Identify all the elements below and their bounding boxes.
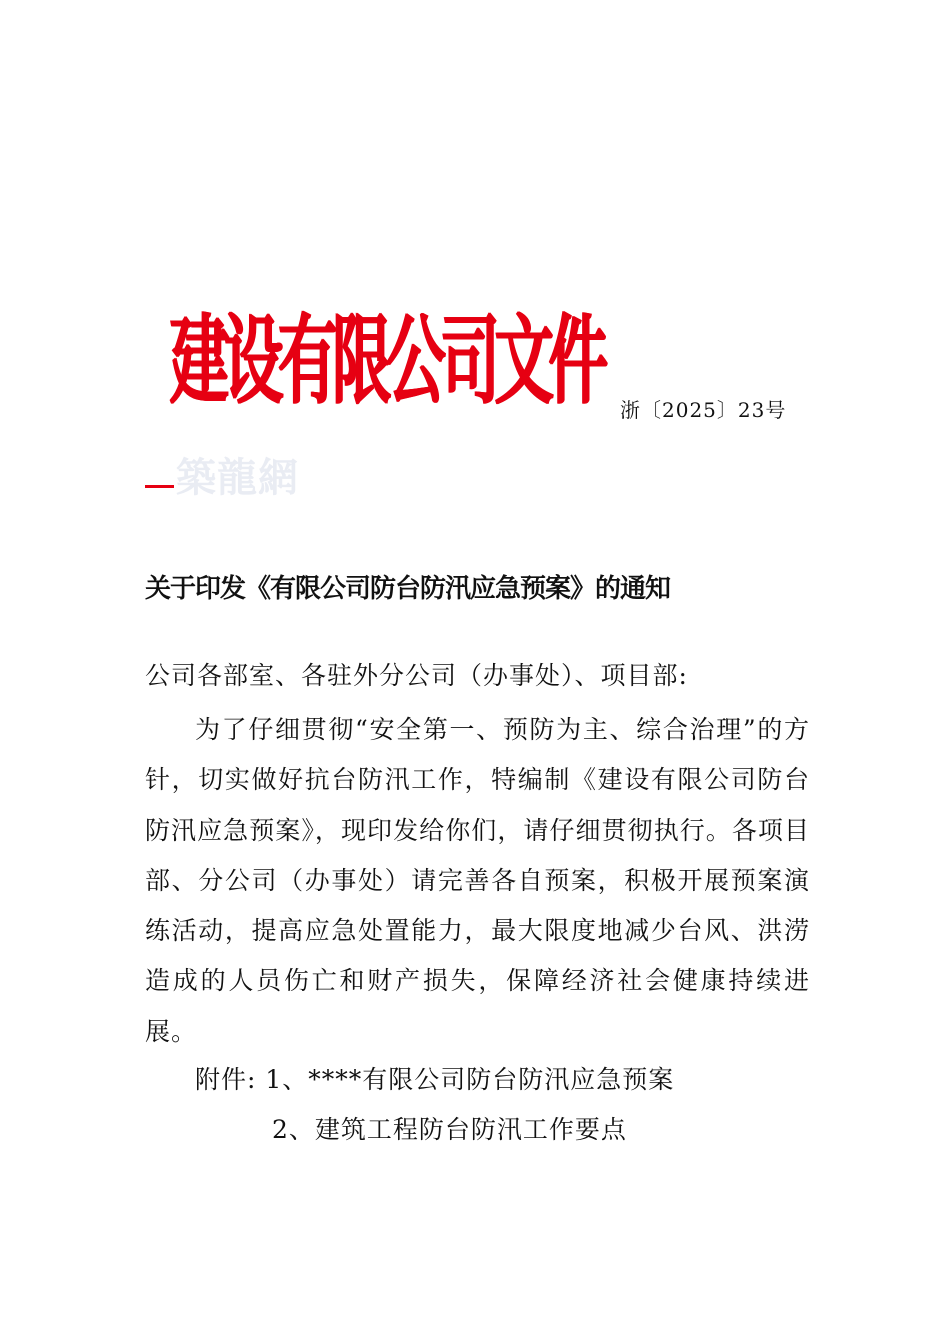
- attachments-list: [145, 1055, 810, 1155]
- notice-title: 关于印发《有限公司防台防汛应急预案》的通知: [145, 574, 671, 604]
- body-paragraph: 为了仔细贯彻“安全第一、预防为主、综合治理”的方针，切实做好抗台防汛工作，特编制《建设有限公司防台防汛应急预案》，现印发给你们，请仔细贯彻执行。各项目部、分公司（办事处）请完善各自预案，积极开展预案演练活动，提高应急处置能力，最大限度地减少台风、洪涝造成的人员伤亡和财产损失，保障经济社会健康持续进展。: [145, 715, 810, 1046]
- document-number: 浙〔2025〕23号: [620, 398, 787, 422]
- watermark-logo: 築龍網: [176, 454, 299, 501]
- header-red-rule: [145, 485, 174, 488]
- document-header-title: 建设有限公司文件: [170, 303, 603, 418]
- salutation: 公司各部室、各驻外分公司（办事处）、项目部:: [145, 661, 688, 690]
- attachment-item: 2、建筑工程防台防汛工作要点: [272, 1115, 627, 1144]
- attachment-item: 附件: 1、****有限公司防台防汛应急预案: [195, 1065, 675, 1094]
